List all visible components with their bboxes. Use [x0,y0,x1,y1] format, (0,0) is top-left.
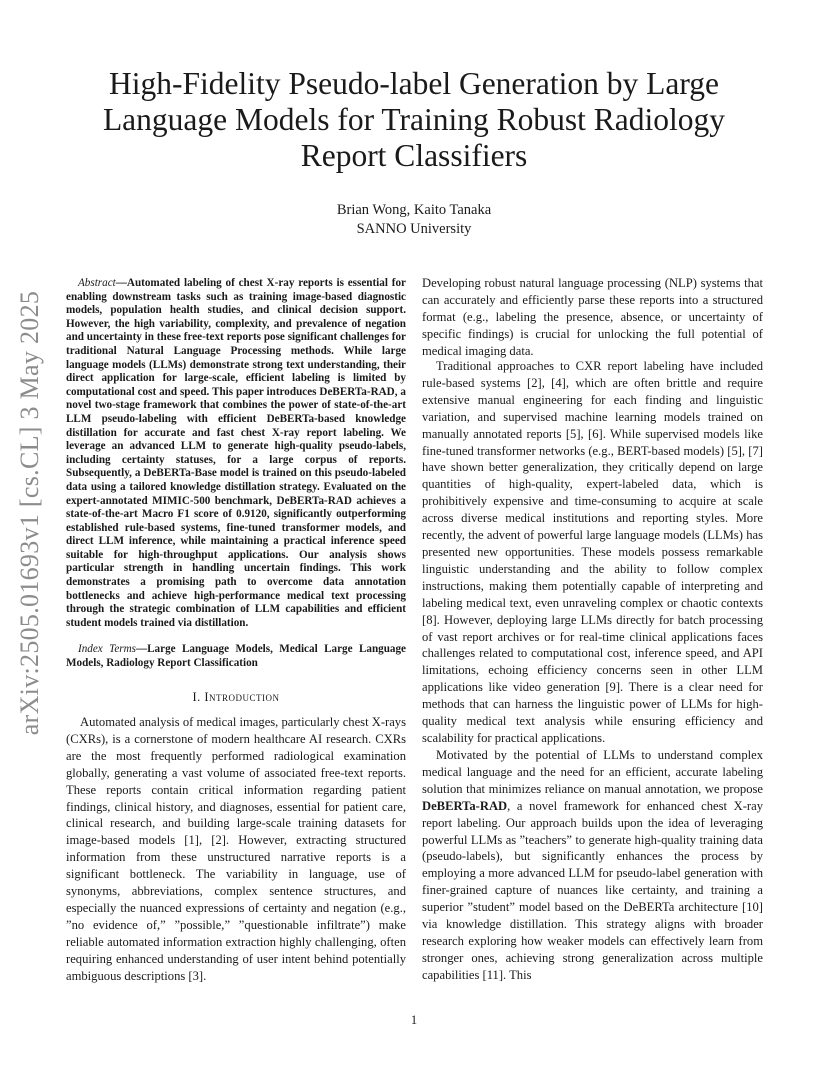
intro-paragraph-3: Traditional approaches to CXR report labeling have included rule-based systems [2], [4], which are often brittle and require extensive manual engineering for each finding and linguistic variation, and supervised machine learning models trained on manually annotated reports [5], [6]. While supervised models like fine-tuned transformer networks (e.g., BERT-based models) [5], [7] have shown better generalization, they critically depend on large quantities of high-quality, expert-labeled data, which is prohibitively expensive and time-consuming to acquire at scale across diverse medical institutions and reporting styles. More recently, the advent of powerful large language models (LLMs) has presented new opportunities. These models possess remarkable linguistic understanding and the ability to follow complex instructions, making them potentially capable of interpreting and labeling medical text, even unraveling complex or chaotic contexts [8]. However, deploying large LLMs directly for batch processing of vast report archives or for real-time clinical applications faces challenges related to computational cost, inference speed, and API limitations, echoing efficiency concerns seen in other LLM applications like video generation [9]. There is a clear need for methods that can harness the linguistic power of LLMs for high-quality medical text analysis while ensuring efficiency and scalability for practical applications. [422,359,763,745]
section-number: I. [192,690,205,704]
section-title: Introduction [204,690,280,704]
paper-title: High-Fidelity Pseudo-label Generation by Large Language Models for Training Robust Radiology Report Classifiers [102,66,726,173]
page-number: 1 [410,1013,418,1027]
author-block [0,201,828,239]
author-names: Brian Wong, Kaito Tanaka [336,202,492,218]
index-terms-text: —Large Language Models, Medical Large Language Models, Radiology Report Classification [66,643,406,669]
arxiv-sidebar [8,250,52,776]
paragraph-text-before: Motivated by the potential of LLMs to understand complex medical language and the need for an efficient, accurate labeling solution that minimizes reliance on manual annotation, we propose [422,748,763,796]
index-terms [66,643,406,670]
author-affiliation: SANNO University [356,221,472,237]
intro-paragraph-4 [422,747,763,984]
intro-paragraph-1: Automated analysis of medical images, particularly chest X-rays (CXRs), is a cornerstone of modern healthcare AI research. CXRs are the most frequently performed radiological examination globally, generating a vast volume of associated free-text reports. These reports contain critical information regarding patient findings, clinical history, and diagnoses, essential for patient care, clinical research, and building large-scale training datasets for image-based models [1], [2]. However, extracting structured information from these unstructured narrative reports is a significant bottleneck. The variability in language, use of synonyms, abbreviations, complex sentence structures, and especially the nuanced expressions of certainty and negation (e.g., ”no evidence of,” ”possible,” ”questionable infiltrate”) make reliable automated information extraction highly challenging, often requiring enhanced understanding of user intent behind potentially ambiguous descriptions [3]. [66,715,406,983]
framework-name: DeBERTa-RAD [422,798,508,813]
section-heading [66,690,406,705]
intro-paragraph-2: Developing robust natural language processing (NLP) systems that can accurately and efficiently parse these reports into a structured format (e.g., labeling the presence, absence, or uncertainty of specific findings) is crucial for unlocking the full potential of medical imaging data. [422,276,763,358]
arxiv-identifier: arXiv:2505.01693v1 [cs.CL] 3 May 2025 [15,290,44,736]
abstract-label: Abstract [78,277,116,289]
abstract-text: —Automated labeling of chest X-ray reports is essential for enabling downstream tasks such as training image-based diagnostic models, population health studies, and clinical decision support. However, the high variability, complexity, and prevalence of negation and uncertainty in these free-text reports pose significant challenges for traditional Natural Language Processing methods. While large language models (LLMs) demonstrate strong text understanding, their direct application for large-scale, efficient labeling is limited by computational cost and speed. This paper introduces DeBERTa-RAD, a novel two-stage framework that combines the power of state-of-the-art LLM pseudo-labeling with efficient DeBERTa-based knowledge distillation for accurate and fast chest X-ray report labeling. We leverage an advanced LLM to generate high-quality pseudo-labels, including certainty statuses, for a large corpus of reports. Subsequently, a DeBERTa-Base model is trained on this pseudo-labeled data using a tailored knowledge distillation strategy. Evaluated on the expert-annotated MIMIC-500 benchmark, DeBERTa-RAD achieves a state-of-the-art Macro F1 score of 0.9120, significantly outperforming established rule-based systems, fine-tuned transformer models, and direct LLM inference, while maintaining a practical inference speed suitable for high-throughput applications. Our analysis shows particular strength in handling uncertain findings. This work demonstrates a promising path to overcome data annotation bottlenecks and achieve high-performance medical text processing through the strategic combination of LLM capabilities and efficient student models trained via distillation. [66,277,406,629]
paragraph-text-after: , a novel framework for enhanced chest X-ray report labeling. Our approach builds upon the idea of leveraging powerful LLMs as ”teachers” to generate high-quality training data (pseudo-labels), but significantly enhances the process by employing a more advanced LLM for pseudo-label generation with finer-grained capture of nuances like certainty, and training a superior ”student” model based on the DeBERTa architecture [10] via knowledge distillation. This strategy aligns with broader research exploring how weaker models can effectively learn from stronger ones, achieving strong generalization across multiple capabilities [11]. This [422,798,763,982]
index-terms-label: Index Terms [78,643,136,655]
abstract [66,277,406,630]
